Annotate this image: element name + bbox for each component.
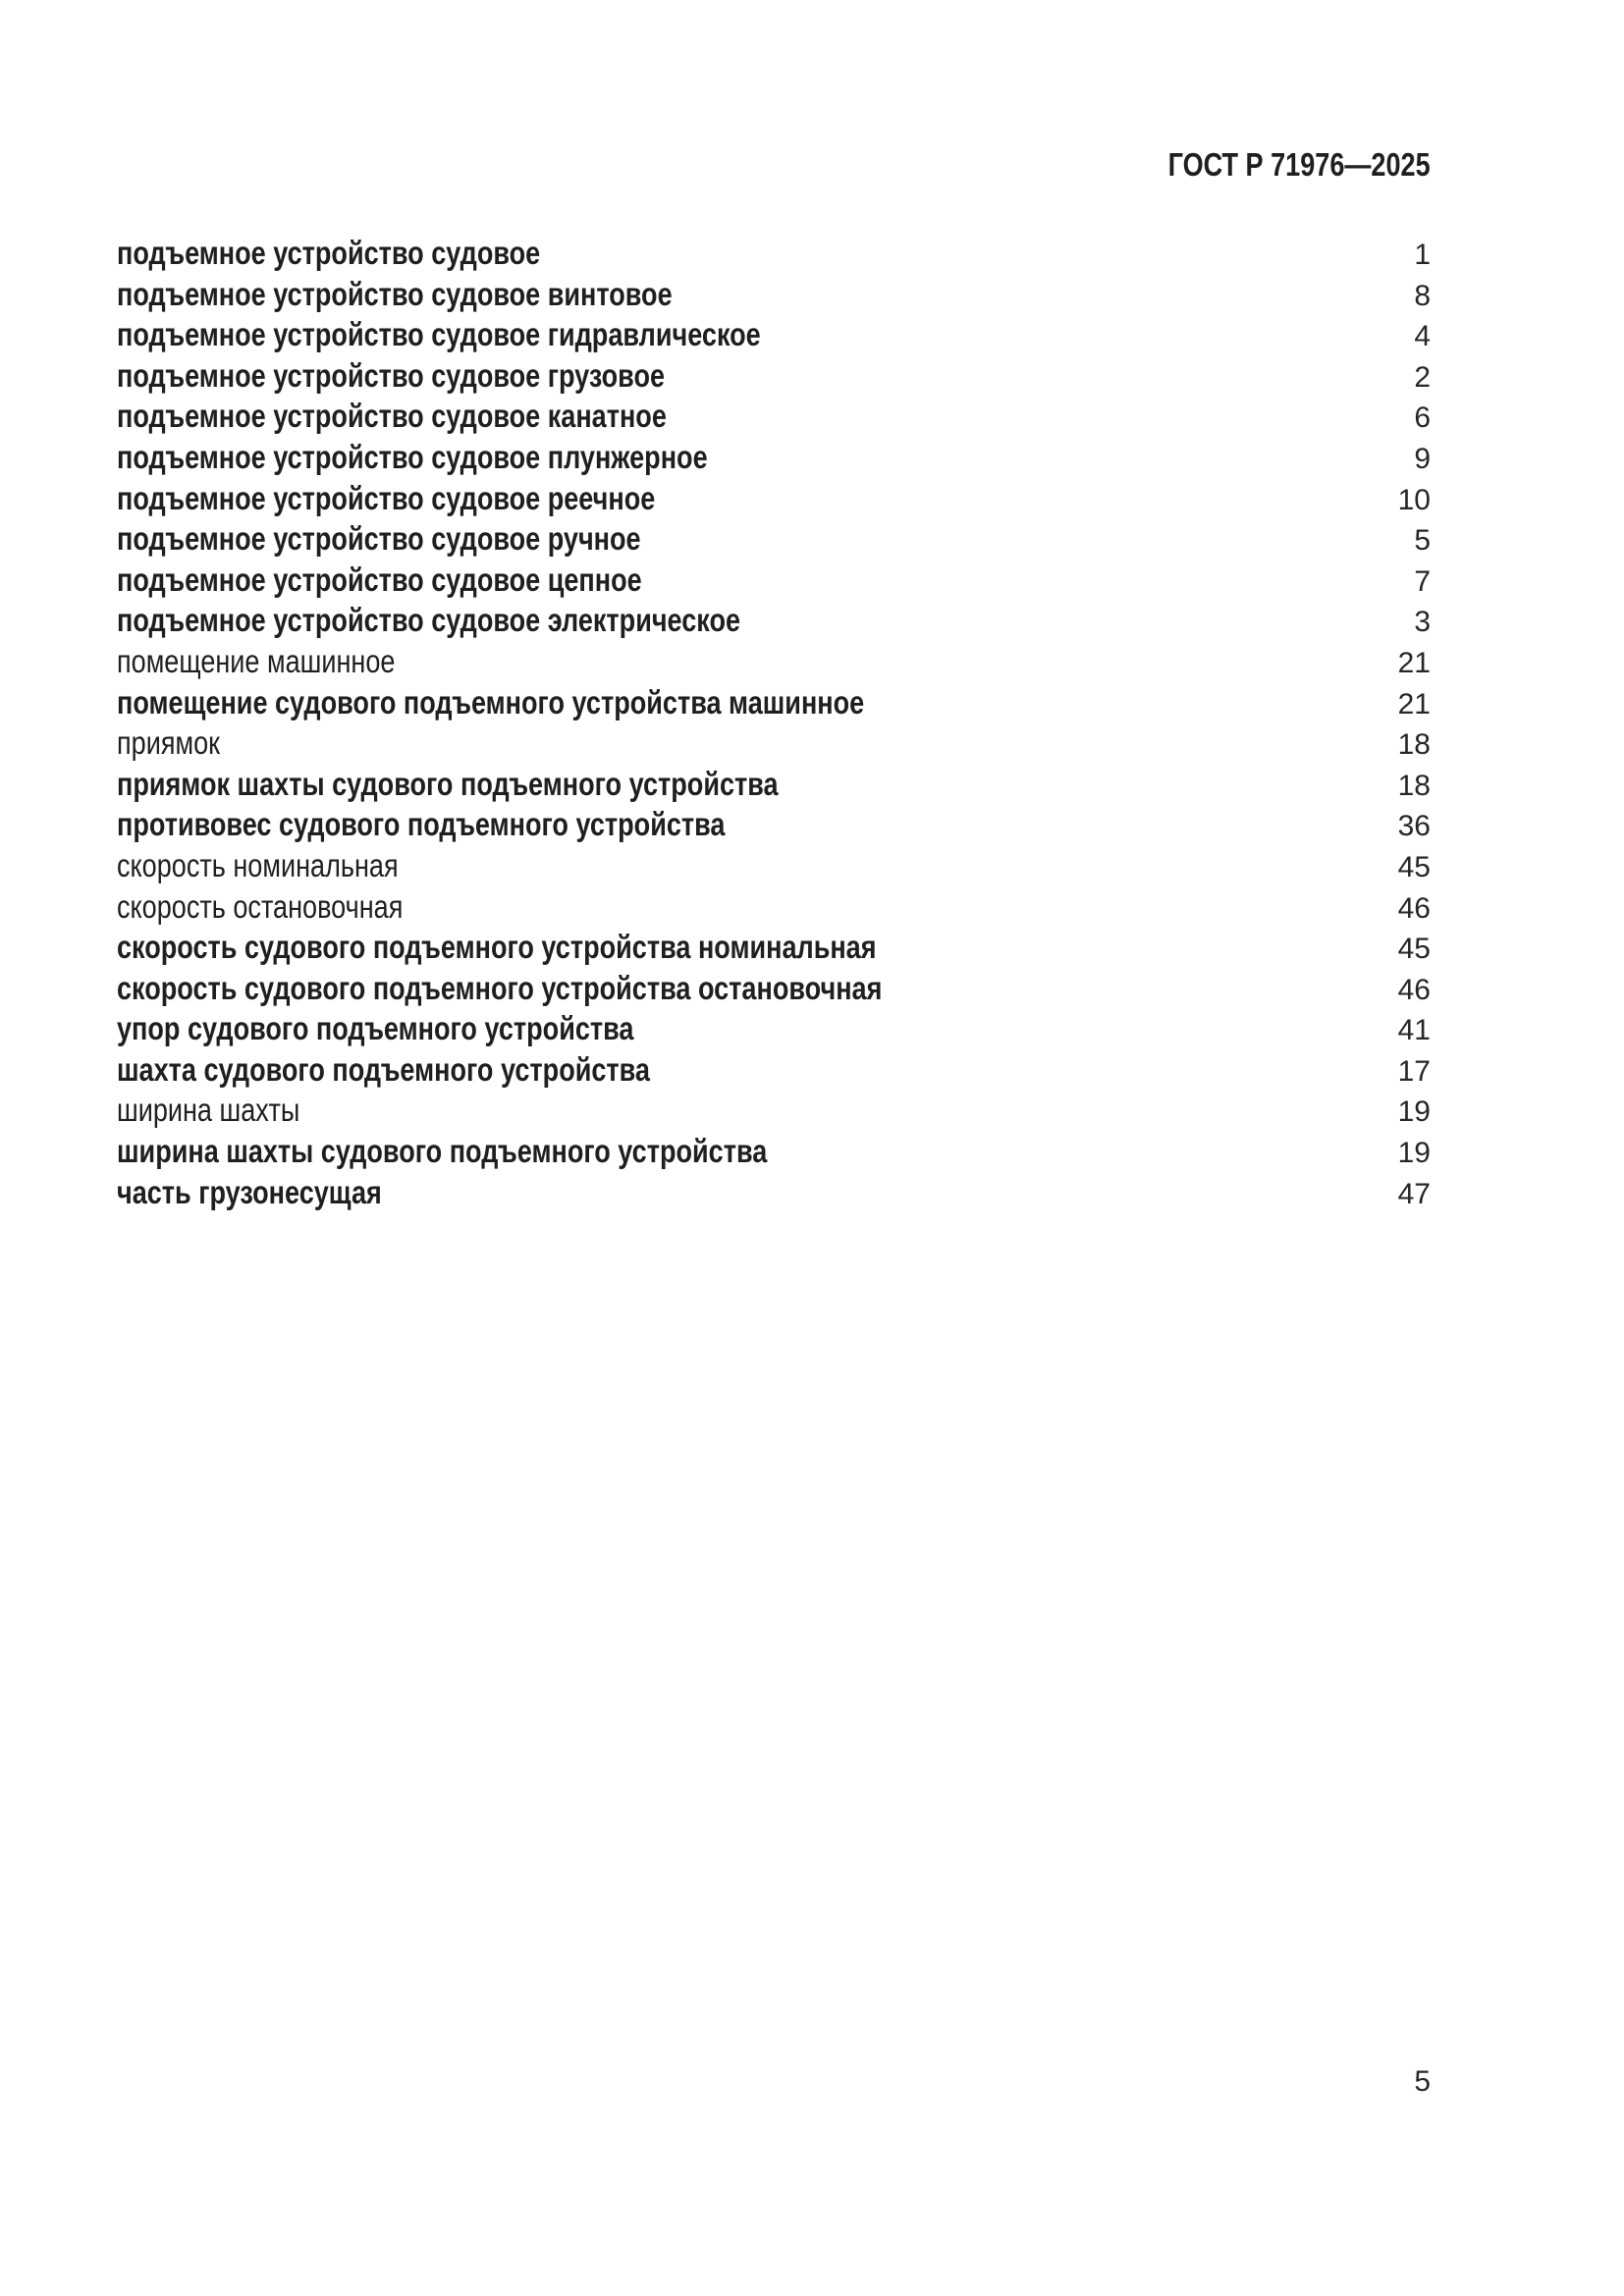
index-entry <box>117 968 1431 1009</box>
index-page-number: 19 <box>1397 1095 1431 1129</box>
index-term: подъемное устройство судовое плунжерное <box>117 438 708 475</box>
index-page-number: 6 <box>1414 401 1431 435</box>
index-page-number: 18 <box>1397 769 1431 802</box>
index-term: ширина шахты судового подъемного устройства <box>117 1133 768 1170</box>
index-entry <box>117 274 1431 315</box>
index-term: помещение машинное <box>117 642 396 679</box>
index-page-number: 46 <box>1397 891 1431 925</box>
page-number: 5 <box>1414 2065 1431 2098</box>
index-page-number: 46 <box>1397 973 1431 1006</box>
index-entry <box>117 845 1431 886</box>
index-page-number: 47 <box>1397 1177 1431 1210</box>
index-term: подъемное устройство судовое гидравлическое <box>117 316 761 353</box>
index-entry <box>117 1008 1431 1049</box>
index-entry <box>117 600 1431 641</box>
index-entry <box>117 804 1431 845</box>
index-entry <box>117 518 1431 560</box>
index-page-number: 19 <box>1397 1137 1431 1170</box>
index-page-number: 45 <box>1397 850 1431 883</box>
index-page-number: 8 <box>1414 279 1431 312</box>
index-term: подъемное устройство судовое цепное <box>117 561 642 598</box>
page-header <box>1110 146 1431 184</box>
index-term: приямок шахты судового подъемного устройства <box>117 765 779 802</box>
index-page-number: 17 <box>1397 1054 1431 1088</box>
index-entry <box>117 478 1431 519</box>
index-term: шахта судового подъемного устройства <box>117 1050 650 1088</box>
index-entry <box>117 927 1431 968</box>
index-list <box>117 233 1431 1212</box>
index-term: подъемное устройство судовое винтовое <box>117 275 673 312</box>
standard-designation: ГОСТ Р 71976—2025 <box>1167 146 1431 183</box>
index-page-number: 5 <box>1414 524 1431 558</box>
index-page-number: 2 <box>1414 360 1431 394</box>
index-term: подъемное устройство судовое канатное <box>117 398 667 435</box>
index-entry <box>117 764 1431 805</box>
index-page-number: 21 <box>1397 687 1431 721</box>
index-term: скорость судового подъемного устройства номинальная <box>117 929 877 966</box>
index-term: подъемное устройство судовое реечное <box>117 479 656 516</box>
index-term: ширина шахты <box>117 1092 300 1129</box>
index-page-number: 18 <box>1397 728 1431 762</box>
index-entry <box>117 355 1431 397</box>
index-entry <box>117 1131 1431 1172</box>
index-entry <box>117 233 1431 274</box>
index-entry <box>117 1172 1431 1213</box>
index-page-number: 36 <box>1397 810 1431 843</box>
index-term: упор судового подъемного устройства <box>117 1010 634 1047</box>
index-page-number: 21 <box>1397 646 1431 679</box>
index-term: подъемное устройство судовое электрическое <box>117 602 741 639</box>
index-entry <box>117 396 1431 437</box>
index-entry <box>117 641 1431 682</box>
index-entry <box>117 1090 1431 1131</box>
index-entry <box>117 437 1431 478</box>
index-entry <box>117 886 1431 928</box>
index-term: подъемное устройство судовое <box>117 235 541 271</box>
index-page-number: 41 <box>1397 1014 1431 1047</box>
index-page-number: 1 <box>1414 239 1431 271</box>
index-page-number: 9 <box>1414 442 1431 475</box>
index-term: подъемное устройство судовое грузовое <box>117 356 666 394</box>
index-page-number: 7 <box>1414 564 1431 598</box>
index-entry <box>117 560 1431 601</box>
index-page-number: 45 <box>1397 933 1431 966</box>
index-term: подъемное устройство судовое ручное <box>117 520 641 558</box>
index-page-number: 10 <box>1397 483 1431 516</box>
index-term: помещение судового подъемного устройства машинное <box>117 683 865 721</box>
index-entry <box>117 1049 1431 1091</box>
index-entry <box>117 314 1431 355</box>
index-term: скорость судового подъемного устройства остановочная <box>117 969 883 1006</box>
index-term: приямок <box>117 724 220 762</box>
index-page-number: 4 <box>1414 320 1431 353</box>
index-entry <box>117 682 1431 723</box>
index-term: скорость номинальная <box>117 846 399 883</box>
index-term: скорость остановочная <box>117 887 404 925</box>
index-entry <box>117 722 1431 764</box>
index-term: часть грузонесущая <box>117 1173 382 1210</box>
index-term: противовес судового подъемного устройства <box>117 806 726 843</box>
index-page-number: 3 <box>1414 606 1431 639</box>
